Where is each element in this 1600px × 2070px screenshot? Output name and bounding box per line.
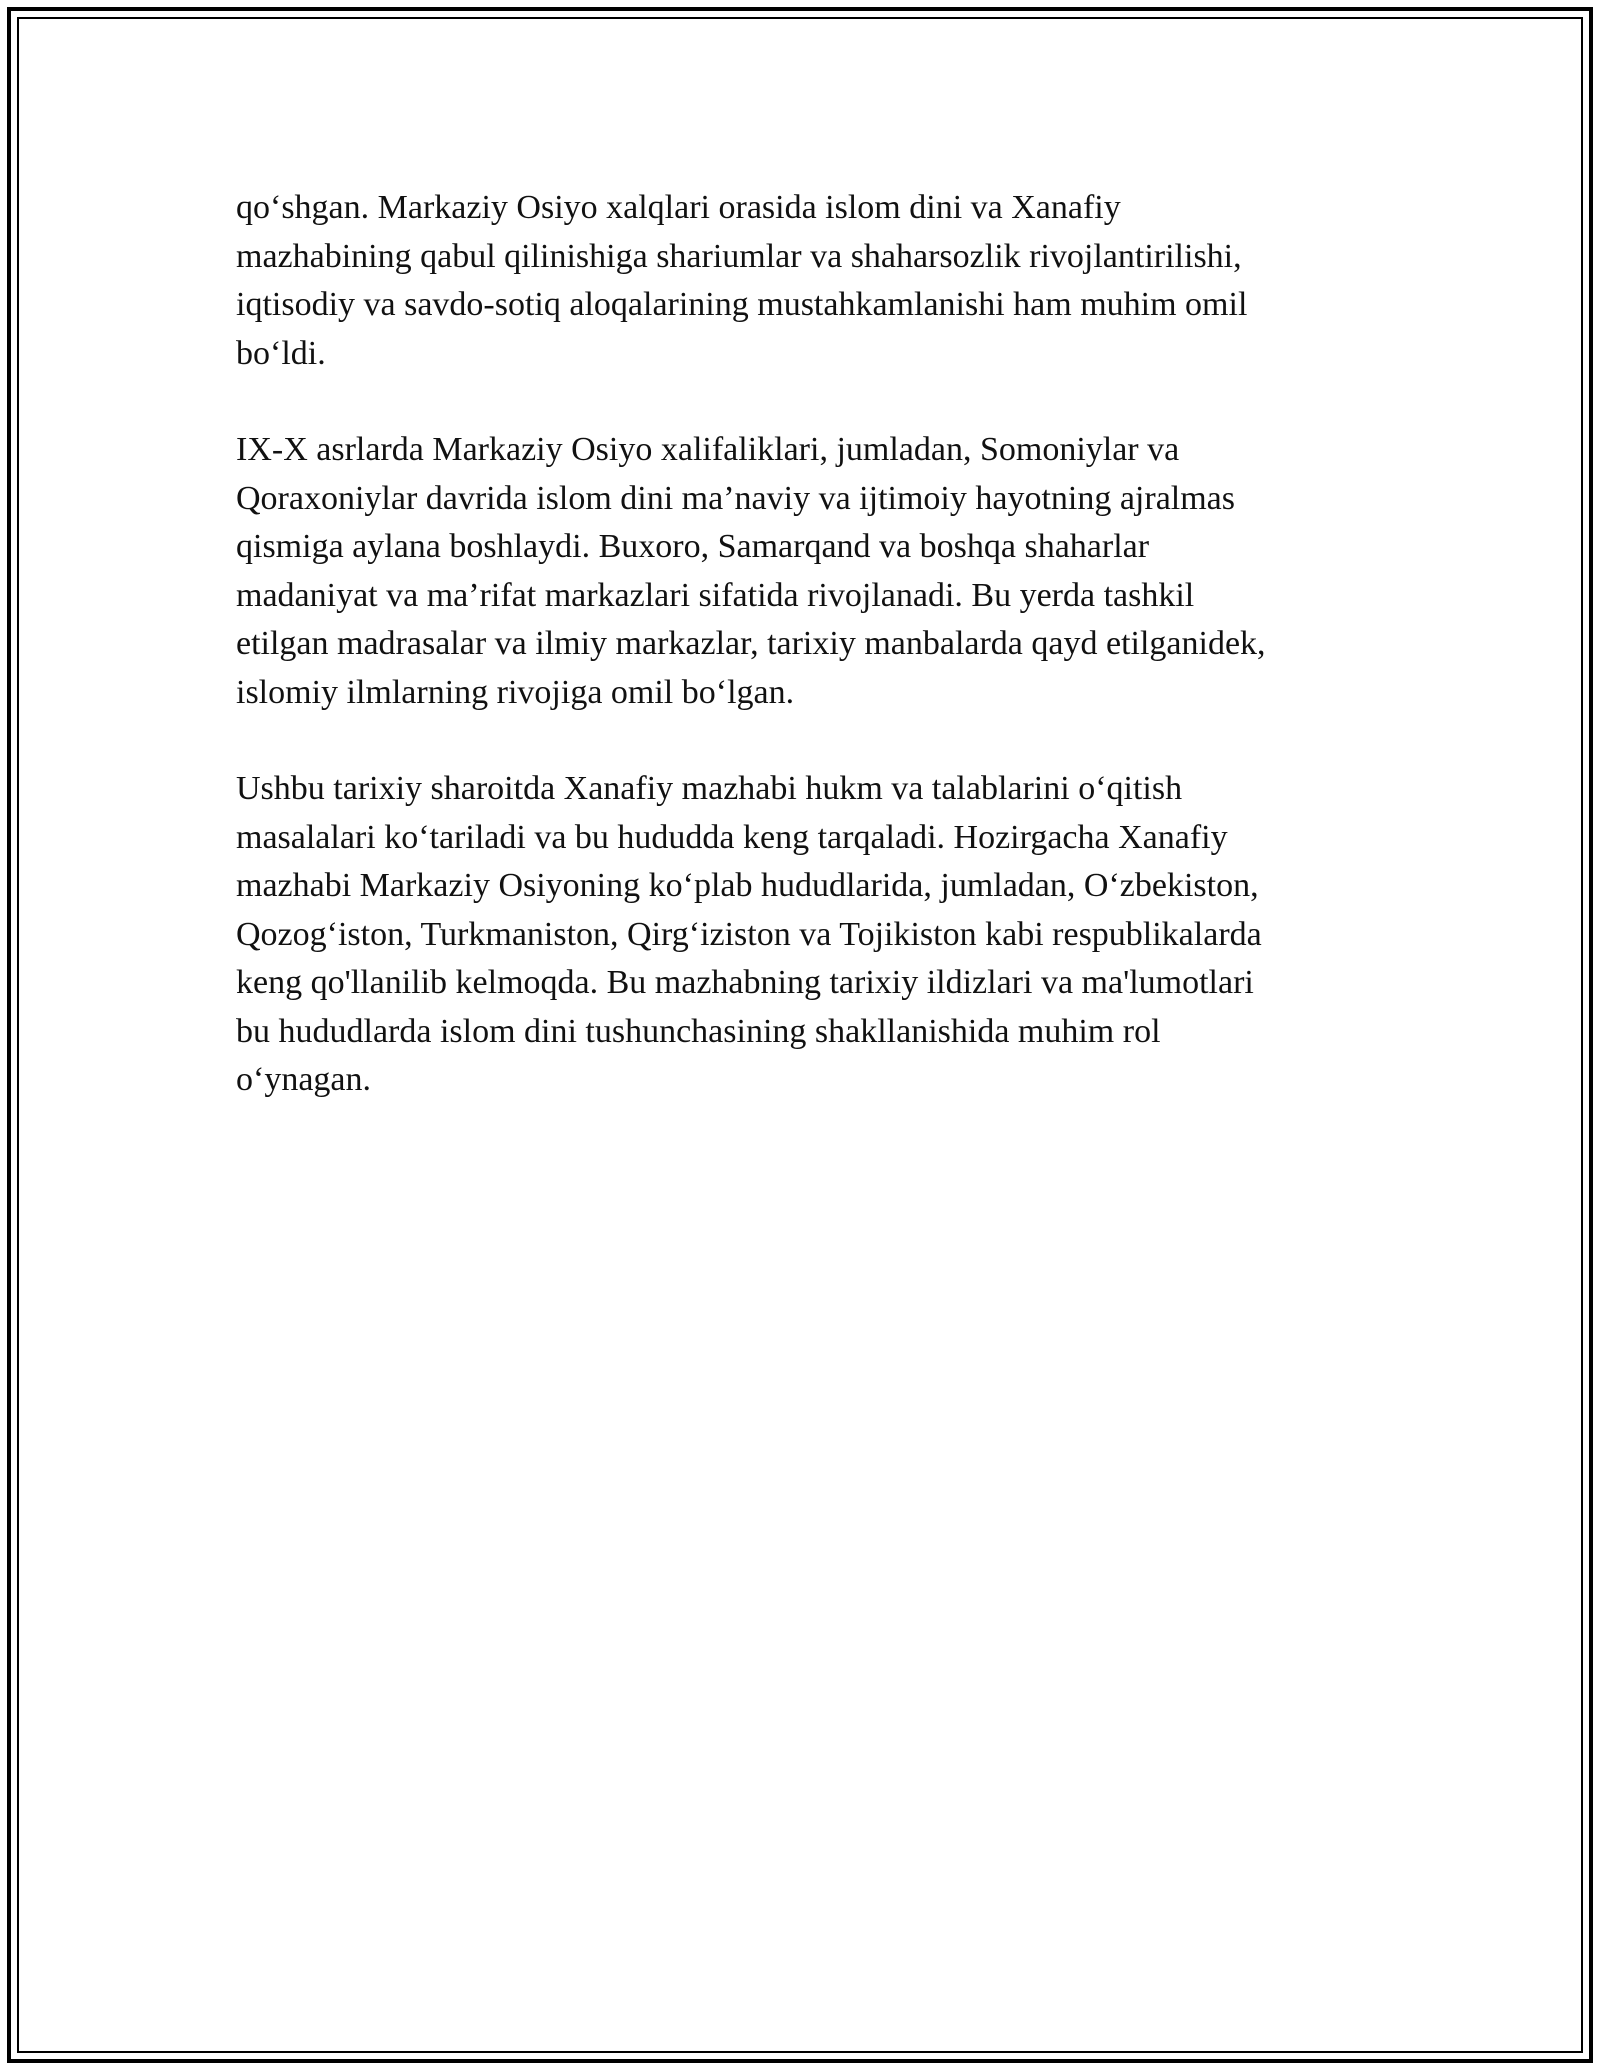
paragraph-2: IX-X asrlarda Markaziy Osiyo xalifaliklari, jumladan, Somoniylar va Qoraxoniylar davrida islom dini ma’naviy va ijtimoiy hayotning ajralmas qismiga aylana boshlaydi. Buxoro, Samarqand va boshqa shaharlar madaniyat va ma’rifat markazlari sifatida rivojlanadi. Bu yerda tashkil etilgan madrasalar va ilmiy markazlar, tarixiy manbalarda qayd etilganidek, islomiy ilmlarning rivojiga omil bo‘lgan. (236, 431, 1266, 711)
document-body (236, 184, 1366, 1153)
paragraph-1: qo‘shgan. Markaziy Osiyo xalqlari orasida islom dini va Xanafiy mazhabining qabul qilinishiga shariumlar va shaharsozlik rivojlantirilishi, iqtisodiy va savdo-sotiq aloqalarining mustahkamlanishi ham muhim omil bo‘ldi. (236, 189, 1248, 372)
paragraph-3: Ushbu tarixiy sharoitda Xanafiy mazhabi hukm va talablarini o‘qitish masalalari ko‘tariladi va bu hududda keng tarqaladi. Hozirgacha Xanafiy mazhabi Markaziy Osiyoning ko‘plab hududlarida, jumladan, O‘zbekiston, Qozog‘iston, Turkmaniston, Qirg‘iziston va Tojikiston kabi respublikalarda keng qo'llanilib kelmoqda. Bu mazhabning tarixiy ildizlari va ma'lumotlari bu hududlarda islom dini tushunchasining shakllanishida muhim rol o‘ynagan. (236, 770, 1262, 1098)
